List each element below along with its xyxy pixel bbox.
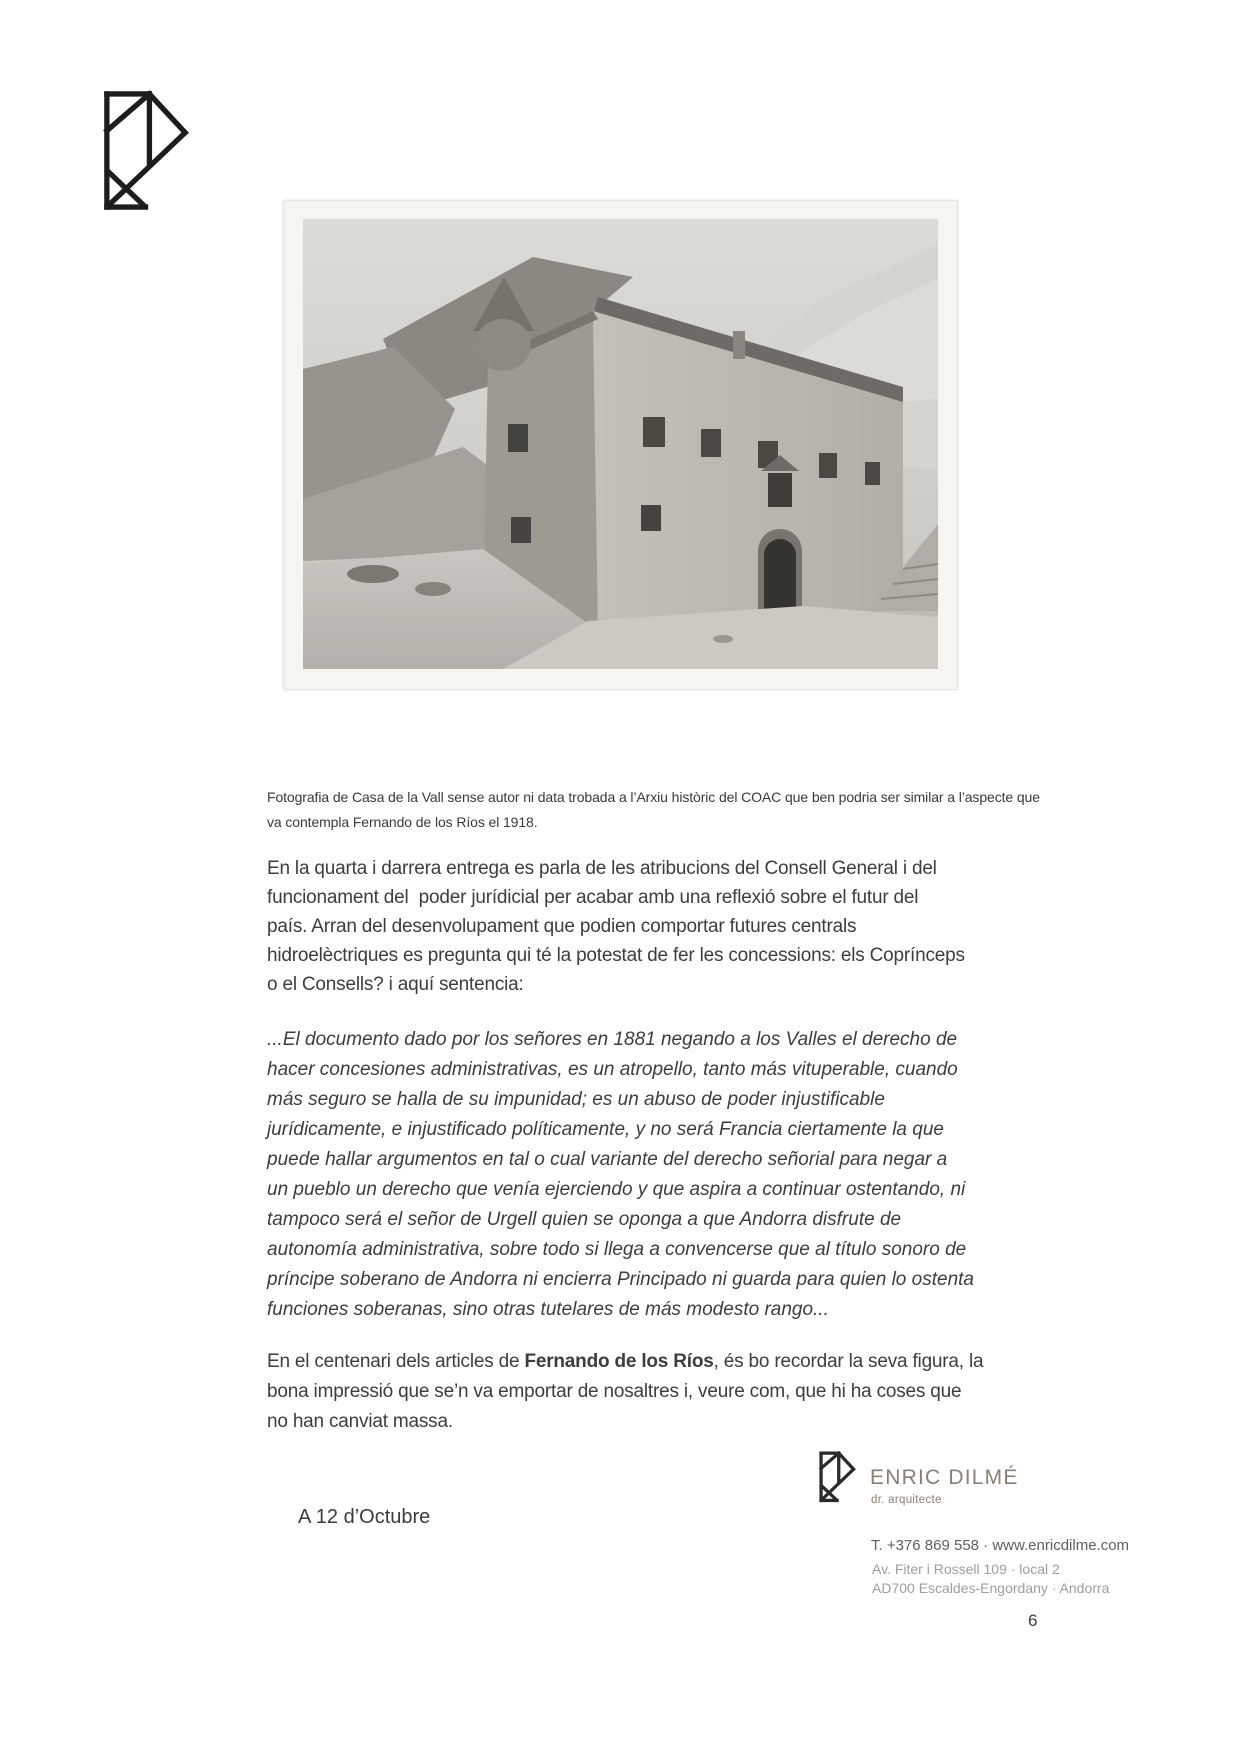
- signature-logo-icon: [819, 1450, 856, 1504]
- text-line: jurídicamente, e injustificado políticamente, y no será Francia ciertamente la que: [267, 1119, 944, 1140]
- date-line: A 12 d’Octubre: [298, 1506, 431, 1528]
- signature-address-line2: AD700 Escaldes-Engordany · Andorra: [872, 1580, 1110, 1596]
- signature-address-line1: Av. Fiter i Rossell 109 · local 2: [872, 1561, 1060, 1577]
- text-line: [267, 1347, 983, 1377]
- signature-phone-web: T. +376 869 558 · www.enricdilme.com: [871, 1537, 1130, 1554]
- text-line: hidroelèctriques es pregunta qui té la potestat de fer les concessions: els Coprínceps: [267, 945, 965, 966]
- closing-rest: [267, 1377, 983, 1437]
- page-number: 6: [1028, 1611, 1038, 1630]
- text-line: tampoco será el señor de Urgell quien se oponga a que Andorra disfrute de: [267, 1209, 902, 1230]
- text-line: un pueblo un derecho que venía ejerciendo y que aspira a continuar ostentando, ni: [267, 1179, 966, 1200]
- closing-bold-name: Fernando de los Ríos: [524, 1351, 714, 1372]
- dilme-logo-icon: [103, 89, 190, 213]
- text-line: príncipe soberano de Andorra ni encierra Principado ni guarda para quien lo ostenta: [267, 1269, 974, 1290]
- text-line: funciones soberanas, sino otras tutelares de más modesto rango...: [267, 1299, 829, 1320]
- paragraph-closing: [267, 1347, 983, 1437]
- closing-pre: En el centenari dels articles de: [267, 1351, 525, 1372]
- closing-post: , és bo recordar la seva figura, la: [713, 1351, 984, 1372]
- text-line: o el Consells? i aquí sentencia:: [267, 974, 524, 995]
- paragraph-quote: [267, 1025, 974, 1325]
- text-line: bona impressió que se’n va emportar de nosaltres i, veure com, que hi ha coses que: [267, 1381, 962, 1402]
- text-line: país. Arran del desenvolupament que podien comportar futures centrals: [267, 916, 857, 937]
- photo-caption: [267, 785, 1040, 835]
- signature-title: dr. arquitecte: [871, 1494, 942, 1506]
- text-line: no han canviat massa.: [267, 1411, 453, 1432]
- photo-casa-de-la-vall: [283, 200, 958, 690]
- paragraph-intro: [267, 854, 965, 999]
- text-line: En la quarta i darrera entrega es parla de les atribucions del Consell General i del: [267, 858, 937, 879]
- text-line: ...El documento dado por los señores en 1881 negando a los Valles el derecho de: [267, 1029, 958, 1050]
- text-line: Fotografia de Casa de la Vall sense autor ni data trobada a l’Arxiu històric del COAC que ben podria ser similar a l’aspecte que: [267, 789, 1040, 805]
- signature-name: ENRIC DILMÉ: [870, 1466, 1019, 1489]
- text-line: autonomía administrativa, sobre todo si llega a convencerse que al título sonoro de: [267, 1239, 967, 1260]
- text-line: funcionament del poder jurídicial per acabar amb una reflexió sobre el futur del: [267, 887, 919, 908]
- text-line: más seguro se halla de su impunidad; es un abuso de poder injustificable: [267, 1089, 885, 1110]
- text-line: va contempla Fernando de los Ríos el 1918.: [267, 814, 538, 830]
- text-line: hacer concesiones administrativas, es un atropello, tanto más vituperable, cuando: [267, 1059, 958, 1080]
- photo-image: [303, 219, 938, 669]
- text-line: puede hallar argumentos en tal o cual variante del derecho señorial para negar a: [267, 1149, 948, 1170]
